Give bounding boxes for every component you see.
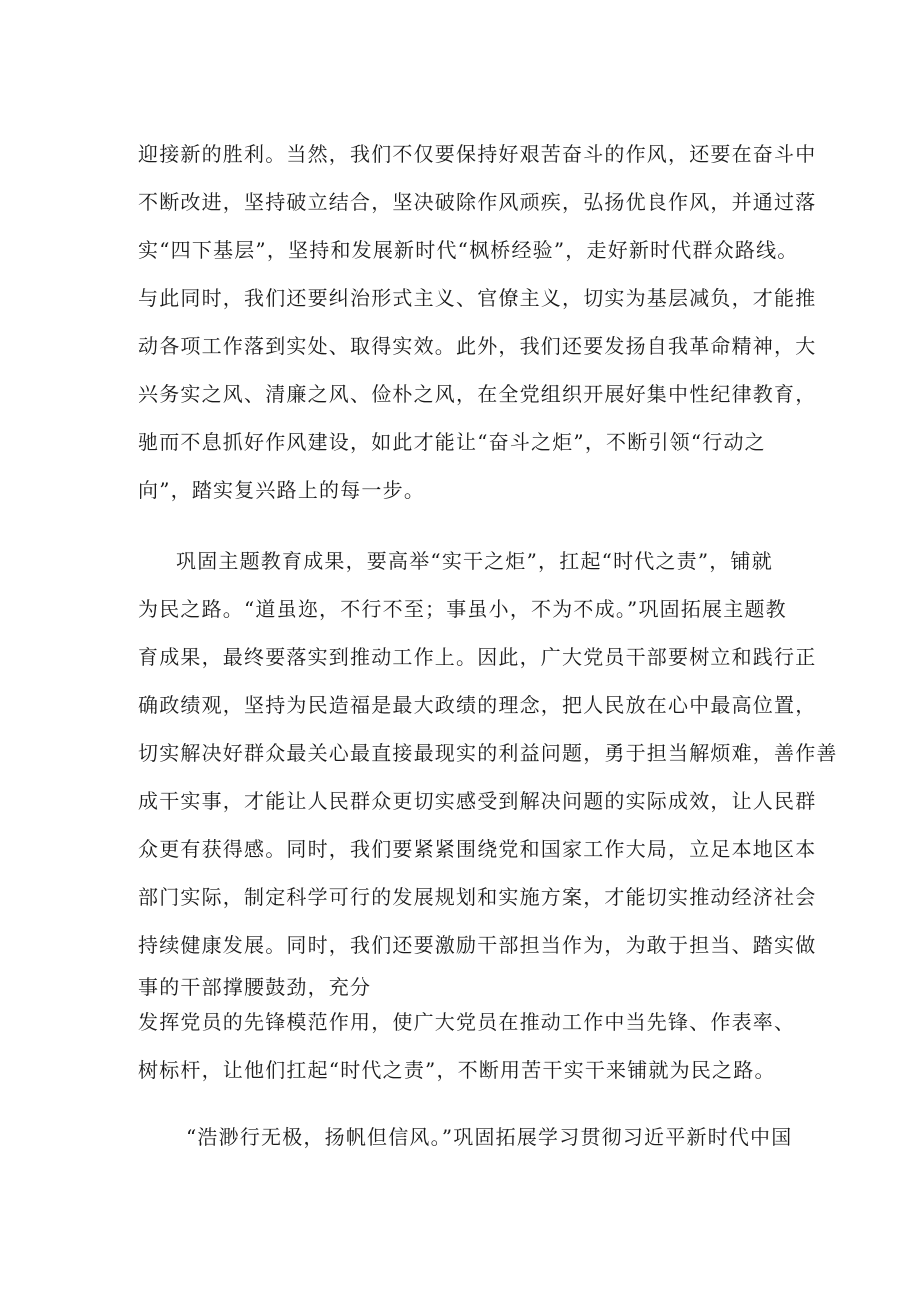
paragraph-2-line-9: 持续健康发展。同时，我们还要激励干部担当作为，为敢于担当、踏实做 <box>138 933 817 957</box>
paragraph-2-line-2: 为民之路。“道虽迩，不行不至；事虽小，不为不成。”巩固拓展主题教 <box>138 597 787 621</box>
paragraph-2-line-4: 确政绩观，坚持为民造福是最大政绩的理念，把人民放在心中最高位置， <box>138 693 817 717</box>
paragraph-2-line-6: 成干实事，才能让人民群众更切实感受到解决问题的实际成效，让人民群 <box>138 789 817 813</box>
paragraph-2-line-7: 众更有获得感。同时，我们要紧紧围绕党和国家工作大局，立足本地区本 <box>138 837 817 861</box>
paragraph-2-line-3: 育成果，最终要落实到推动工作上。因此，广大党员干部要树立和践行正 <box>138 645 817 669</box>
paragraph-1-line-6: 兴务实之风、清廉之风、俭朴之风，在全党组织开展好集中性纪律教育， <box>138 382 817 406</box>
paragraph-1-line-2: 不断改进，坚持破立结合，坚决破除作风顽疾，弘扬优良作风，并通过落 <box>138 190 817 214</box>
paragraph-2-line-12: 树标杆，让他们扛起“时代之责”，不断用苦干实干来铺就为民之路。 <box>138 1058 776 1082</box>
paragraph-1-line-4: 与此同时，我们还要纠治形式主义、官僚主义，切实为基层减负，才能推 <box>138 286 817 310</box>
paragraph-1-line-5: 动各项工作落到实处、取得实效。此外，我们还要发扬自我革命精神，大 <box>138 334 817 358</box>
paragraph-2-line-11: 发挥党员的先锋模范作用，使广大党员在推动工作中当先锋、作表率、 <box>138 1010 796 1034</box>
paragraph-2-line-8: 部门实际，制定科学可行的发展规划和实施方案，才能切实推动经济社会 <box>138 885 817 909</box>
paragraph-3-line-1: “浩渺行无极，扬帆但信风。”巩固拓展学习贯彻习近平新时代中国 <box>186 1125 793 1149</box>
paragraph-2-line-10: 事的干部撑腰鼓劲，充分 <box>138 975 372 999</box>
paragraph-2-line-5: 切实解决好群众最关心最直接最现实的利益问题，勇于担当解烦难，善作善 <box>138 741 838 765</box>
paragraph-2-line-1: 巩固主题教育成果，要高举“实干之炬”，扛起“时代之责”，铺就 <box>176 549 773 573</box>
paragraph-1-line-3: 实“四下基层”，坚持和发展新时代“枫桥经验”，走好新时代群众路线。 <box>138 238 799 262</box>
paragraph-1-line-1: 迎接新的胜利。当然，我们不仅要保持好艰苦奋斗的作风，还要在奋斗中 <box>138 142 817 166</box>
paragraph-1-line-7: 驰而不息抓好作风建设，如此才能让“奋斗之炬”，不断引领“行动之 <box>138 430 766 454</box>
paragraph-1-line-8: 向”，踏实复兴路上的每一步。 <box>138 478 426 502</box>
